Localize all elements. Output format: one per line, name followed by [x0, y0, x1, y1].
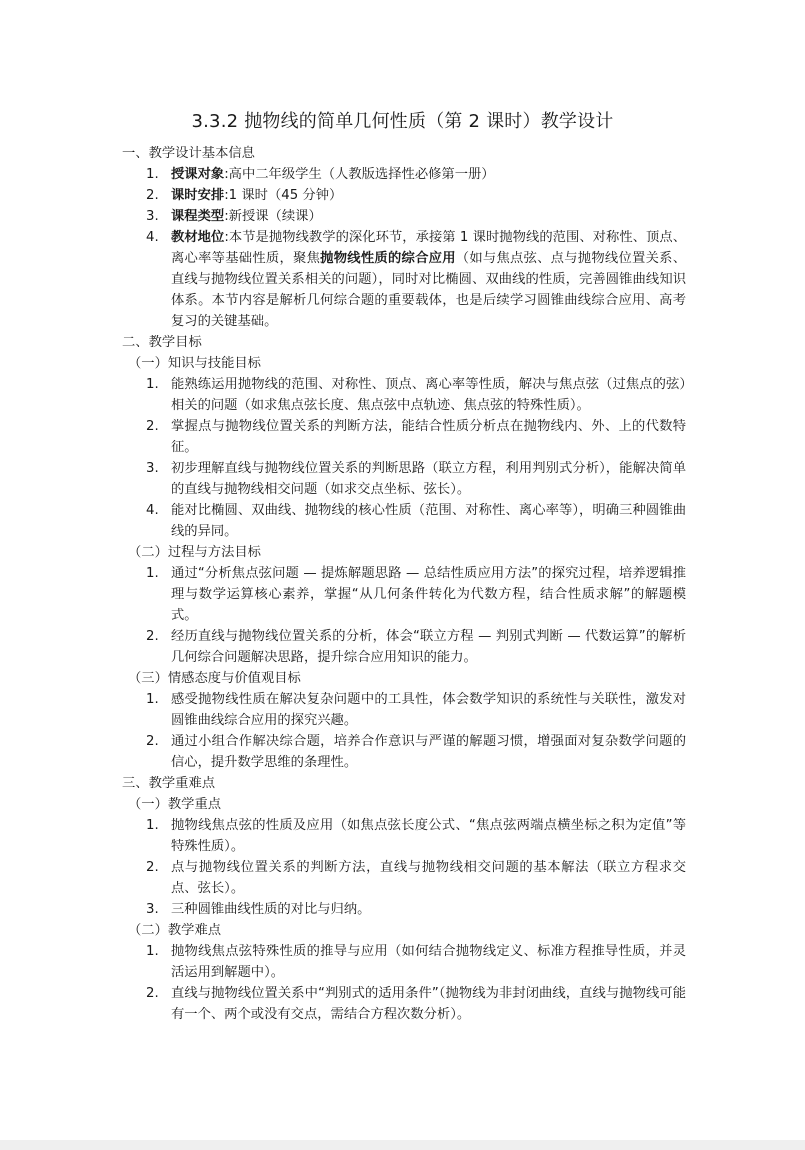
item-text: 通过小组合作解决综合题，培养合作意识与严谨的解题习惯，增强面对复杂数学问题的信心，提升数学思维的条理性。: [171, 734, 686, 770]
item-text-part-a: 本节是抛物线教学的深化环节，承接第 1 课时抛物线的范围、对称性、顶点、离心率等基础性质，聚焦: [171, 230, 686, 266]
document-title: 3.3.2 抛物线的简单几何性质（第 2 课时）教学设计: [191, 111, 614, 132]
item-colon: :: [224, 167, 229, 182]
list-item: [146, 185, 686, 206]
list-item: [146, 416, 686, 458]
item-number: 2.: [146, 734, 159, 749]
subsection-process-heading: （二）过程与方法目标: [128, 545, 261, 560]
item-text: 新授课（续课）: [228, 209, 322, 224]
item-number: 1.: [146, 377, 159, 392]
item-text: 抛物线焦点弦特殊性质的推导与应用（如何结合抛物线定义、标准方程推导性质，并灵活运用到解题中）。: [171, 944, 686, 980]
subsection-difficulty-heading: （二）教学难点: [128, 923, 222, 938]
item-colon: :: [224, 209, 229, 224]
list-item: [146, 689, 686, 731]
item-text: 能熟练运用抛物线的范围、对称性、顶点、离心率等性质，解决与焦点弦（过焦点的弦）相关的问题（如求焦点弦长度、焦点弦中点轨迹、焦点弦的特殊性质）。: [171, 377, 686, 413]
document-body: [0, 143, 805, 1025]
subsection-attitude-heading: （三）情感态度与价值观目标: [128, 671, 301, 686]
item-number: 1.: [146, 692, 159, 707]
item-number: 3.: [146, 902, 159, 917]
list-item: [146, 731, 686, 773]
item-text: 三种圆锥曲线性质的对比与归纳。: [171, 902, 371, 917]
list-item: [146, 563, 686, 626]
item-text: 掌握点与抛物线位置关系的判断方法，能结合性质分析点在抛物线内、外、上的代数特征。: [171, 419, 686, 455]
item-text: 能对比椭圆、双曲线、抛物线的核心性质（范围、对称性、离心率等），明确三种圆锥曲线的异同。: [171, 503, 686, 539]
item-number: 2.: [146, 629, 159, 644]
item-text: 初步理解直线与抛物线位置关系的判断思路（联立方程，利用判别式分析），能解决简单的直线与抛物线相交问题（如求交点坐标、弦长）。: [171, 461, 686, 497]
list-item: [146, 941, 686, 983]
item-text: 高中二年级学生（人教版选择性必修第一册）: [228, 167, 495, 182]
item-number: 3.: [146, 461, 159, 476]
section-objectives-heading: 二、教学目标: [122, 335, 202, 350]
item-text-bold: 抛物线性质的综合应用: [320, 251, 456, 266]
item-text: 感受抛物线性质在解决复杂问题中的工具性，体会数学知识的系统性与关联性，激发对圆锥曲线综合应用的探究兴趣。: [171, 692, 686, 728]
item-text: 经历直线与抛物线位置关系的分析，体会“联立方程 — 判别式判断 — 代数运算”的解析几何综合问题解决思路，提升综合应用知识的能力。: [171, 629, 686, 665]
item-number: 2.: [146, 188, 159, 203]
item-colon: :: [224, 188, 229, 203]
list-item: [146, 206, 686, 227]
item-text: 1 课时（45 分钟）: [228, 188, 343, 203]
item-label: 教材地位: [171, 230, 225, 245]
item-number: 1.: [146, 944, 159, 959]
list-item: [146, 227, 687, 332]
list-item: [146, 899, 686, 920]
list-item: [146, 983, 686, 1025]
item-label: 课程类型: [171, 209, 225, 224]
subsection-focus-heading: （一）教学重点: [128, 797, 222, 812]
item-text: 点与抛物线位置关系的判断方法，直线与抛物线相交问题的基本解法（联立方程求交点、弦长）。: [171, 860, 686, 896]
item-number: 4.: [146, 230, 159, 245]
list-item: [146, 626, 686, 668]
item-number: 2.: [146, 419, 159, 434]
item-label: 课时安排: [171, 188, 225, 203]
item-number: 3.: [146, 209, 159, 224]
list-item: [146, 500, 686, 542]
section-basic-info-heading: 一、教学设计基本信息: [122, 146, 255, 161]
list-item: [146, 815, 686, 857]
section-key-points-heading: 三、教学重难点: [122, 776, 216, 791]
item-number: 1.: [146, 566, 159, 581]
item-text: 通过“分析焦点弦问题 — 提炼解题思路 — 总结性质应用方法”的探究过程，培养逻辑推理与数学运算核心素养，掌握“从几何条件转化为代数方程，结合性质求解”的解题模式。: [171, 566, 686, 623]
item-text: 直线与抛物线位置关系中“判别式的适用条件”（抛物线为非封闭曲线，直线与抛物线可能有一个、两个或没有交点，需结合方程次数分析）。: [171, 986, 686, 1022]
list-item: [146, 458, 686, 500]
item-number: 2.: [146, 986, 159, 1001]
item-number: 1.: [146, 818, 159, 833]
subsection-knowledge-heading: （一）知识与技能目标: [128, 356, 261, 371]
item-text-part-b: （如与焦点弦、点与抛物线位置关系、直线与抛物线位置关系相关的问题），同时对比椭圆、双曲线的性质，完善圆锥曲线知识体系。本节内容是解析几何综合题的重要载体，也是后续学习圆锥曲线综合应用、高考复习的关键基础。: [171, 251, 687, 329]
item-label: 授课对象: [171, 167, 225, 182]
item-number: 4.: [146, 503, 159, 518]
item-number: 2.: [146, 860, 159, 875]
item-number: 1.: [146, 167, 159, 182]
item-text: 抛物线焦点弦的性质及应用（如焦点弦长度公式、“焦点弦两端点横坐标之积为定值”等特殊性质）。: [171, 818, 686, 854]
list-item: [146, 857, 686, 899]
list-item: [146, 164, 686, 185]
item-colon: :: [224, 230, 229, 245]
list-item: [146, 374, 686, 416]
